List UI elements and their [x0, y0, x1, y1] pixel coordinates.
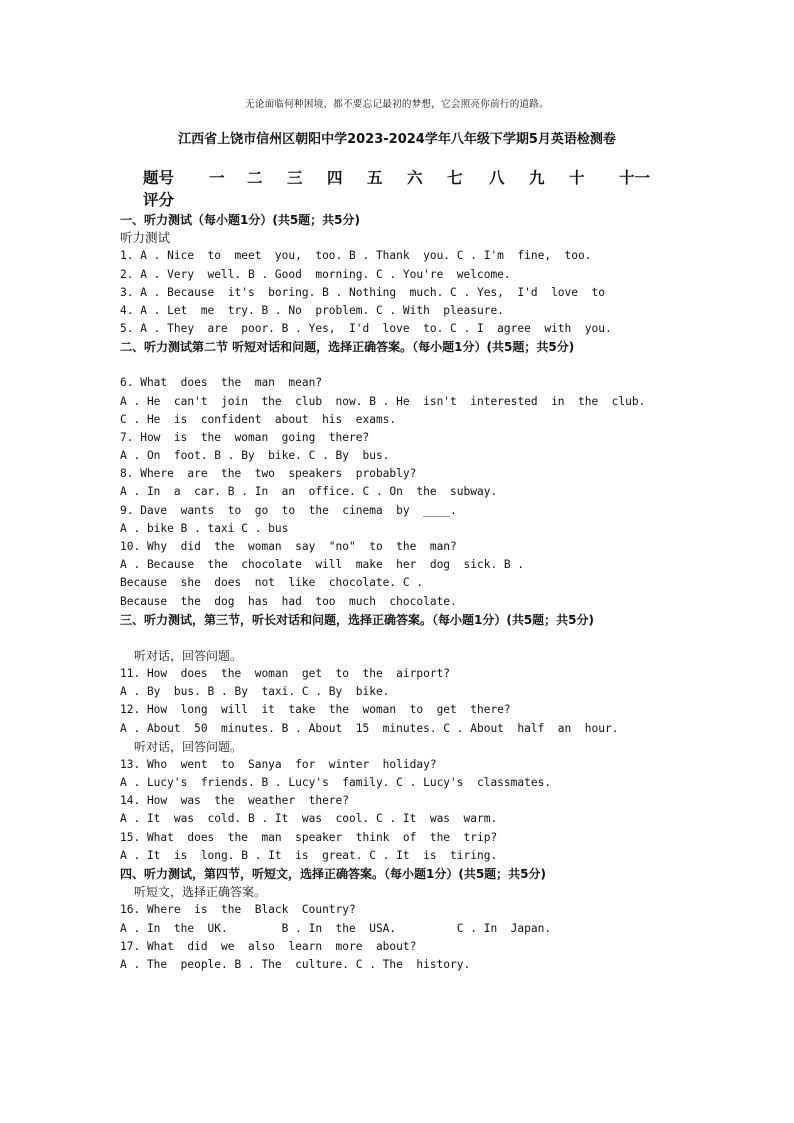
question-line: 10. Why did the woman say "no" to the man?: [120, 540, 457, 553]
question-line: A . Lucy's friends. B . Lucy's family. C . Lucy's classmates.: [120, 776, 552, 790]
score-col: 五: [367, 169, 383, 187]
question-line: A . It was cold. B . It was cool. C . It was warm.: [120, 812, 498, 826]
score-col: 一: [209, 169, 225, 187]
question-line: 16. Where is the Black Country?: [120, 903, 356, 917]
score-col: 三: [287, 169, 303, 187]
score-col: 十一: [619, 169, 651, 187]
question-line: A . The people. B . The culture. C . The history.: [120, 957, 471, 971]
instruction-note: 听对话，回答问题。: [134, 739, 243, 754]
score-col: 七: [447, 169, 463, 187]
score-col: 十: [569, 169, 585, 187]
question-line: 14. How was the weather there?: [120, 794, 350, 808]
score-col: 九: [529, 169, 545, 187]
question-line: 12. How long will it take the woman to get there?: [120, 703, 511, 717]
question-line: 8. Where are the two speakers probably?: [120, 467, 417, 481]
question-line: 7. How is the woman going there?: [120, 430, 370, 444]
score-header-row: [143, 166, 663, 188]
score-row-label: 评分: [143, 191, 175, 209]
question-line: A . He can't join the club now. B . He isn't interested in the club.: [120, 394, 646, 408]
score-col: 六: [407, 169, 423, 187]
instruction-note: 听短文，选择正确答案。: [134, 885, 267, 900]
question-line: A . bike B . taxi C . bus: [120, 521, 289, 535]
question-line: A . On foot. B . By bike. C . By bus.: [120, 449, 390, 463]
score-label: 题号: [143, 169, 175, 187]
question-line: 15. What does the man speaker think of the trip?: [120, 830, 498, 844]
score-table: [143, 166, 663, 210]
question-line: 4. A . Let me try. B . No problem. C . With pleasure.: [120, 303, 504, 317]
question-line: A . In a car. B . In an office. C . On the subway.: [120, 485, 498, 499]
question-line: 11. How does the woman get to the airport?: [120, 666, 451, 680]
question-line: A . Because the chocolate will make her dog sick. B .: [120, 558, 525, 572]
score-col: 八: [489, 169, 505, 187]
question-line: A . It is long. B . It is great. C . It is tiring.: [120, 848, 498, 862]
section-heading: 三、听力测试，第三节，听长对话和问题，选择正确答案。（每小题1分）(共5题；共5分): [120, 612, 595, 627]
score-col: 四: [327, 169, 343, 187]
question-line: C . He is confident about his exams.: [120, 412, 397, 426]
question-line: 1. A . Nice to meet you, too. B . Thank you. C . I'm fine, too.: [120, 249, 592, 263]
score-col: 二: [247, 169, 263, 187]
section-heading: 四、听力测试，第四节，听短文，选择正确答案。（每小题1分）(共5题；共5分): [120, 867, 547, 881]
question-line: Because she does not like chocolate. C .: [120, 576, 424, 590]
motto-header: 无论面临何种困境，都不要忘记最初的梦想，它会照亮你前行的道路。: [245, 99, 549, 110]
question-list: [120, 211, 680, 974]
exam-title: 江西省上饶市信州区朝阳中学2023-2024学年八年级下学期5月英语检测卷: [178, 132, 616, 147]
question-line: 13. Who went to Sanya for winter holiday?: [120, 757, 437, 771]
question-line: 6. What does the man mean?: [120, 376, 323, 390]
question-line: 3. A . Because it's boring. B . Nothing much. C . Yes, I'd love to: [120, 285, 605, 299]
question-line: 17. What did we also learn more about?: [120, 939, 417, 953]
section-heading: 一、听力测试（每小题1分）(共5题；共5分): [120, 213, 361, 227]
question-line: 9. Dave wants to go to the cinema by ____.: [120, 503, 457, 517]
question-line: Because the dog has had too much chocolate.: [120, 594, 457, 608]
question-line: A . In the UK. B . In the USA. C . In Japan.: [120, 921, 552, 935]
question-line: A . By bus. B . By taxi. C . By bike.: [120, 685, 390, 699]
question-line: 5. A . They are poor. B . Yes, I'd love to. C . I agree with you.: [120, 322, 612, 336]
instruction-note: 听对话，回答问题。: [134, 648, 243, 663]
section-heading: 二、听力测试第二节 听短对话和问题，选择正确答案。（每小题1分）(共5题；共5分): [120, 340, 575, 355]
question-line: 2. A . Very well. B . Good morning. C . You're welcome.: [120, 267, 511, 281]
question-line: A . About 50 minutes. B . About 15 minutes. C . About half an hour.: [120, 721, 619, 735]
subsection-label: 听力测试: [120, 230, 171, 246]
